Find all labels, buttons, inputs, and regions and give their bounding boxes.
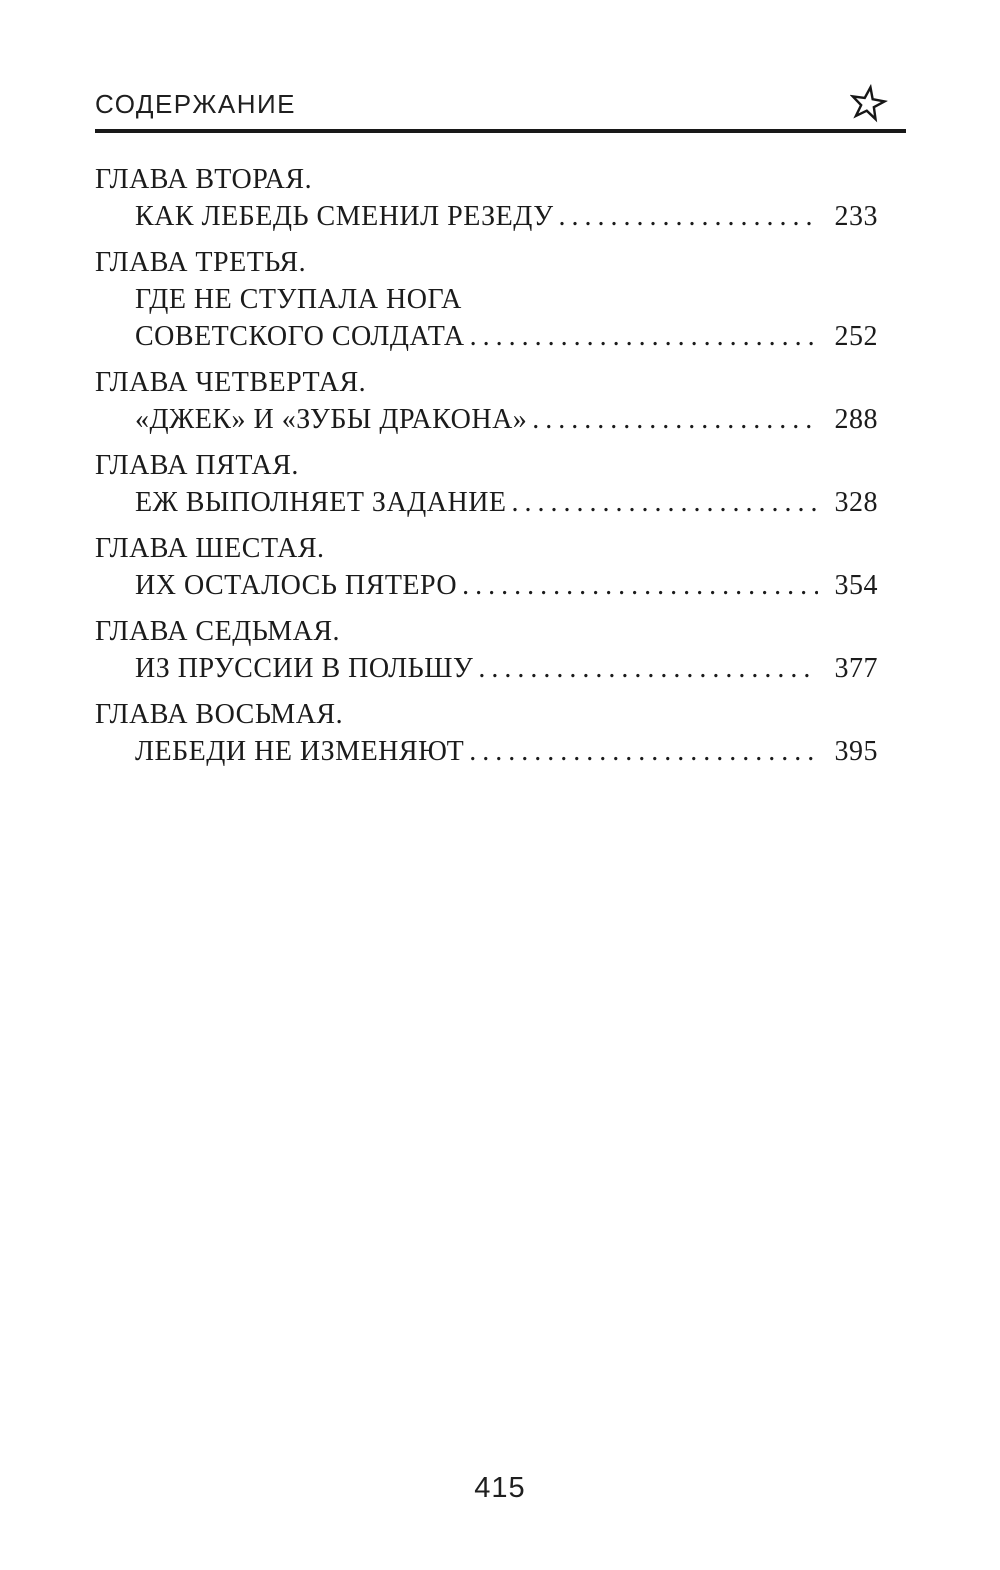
- chapter-title-line: [95, 319, 878, 355]
- chapter-heading: ГЛАВА ШЕСТАЯ.: [95, 533, 325, 564]
- chapter-page-number: 328: [834, 487, 878, 518]
- chapter-page-number: 354: [834, 570, 878, 601]
- page-number: 415: [474, 1472, 526, 1504]
- chapter-title-line: [95, 485, 878, 521]
- toc-section: [95, 245, 878, 355]
- chapter-title-line: [95, 402, 878, 438]
- chapter-heading: ГЛАВА ВОСЬМАЯ.: [95, 699, 344, 730]
- chapter-page-number: 377: [834, 653, 878, 684]
- chapter-title-line: [95, 568, 878, 604]
- chapter-title-text: ИЗ ПРУССИИ В ПОЛЬШУ: [135, 653, 474, 684]
- toc-section: [95, 614, 878, 687]
- chapter-title-text: ЛЕБЕДИ НЕ ИЗМЕНЯЮТ: [135, 736, 465, 767]
- toc-section: [95, 365, 878, 438]
- chapter-page-number: 233: [834, 201, 878, 232]
- contents-heading: СОДЕРЖАНИЕ: [95, 89, 297, 119]
- toc-section: [95, 162, 878, 235]
- chapter-title-text: ГДЕ НЕ СТУПАЛА НОГА: [135, 284, 462, 315]
- chapter-title-text: ИХ ОСТАЛОСЬ ПЯТЕРО: [135, 570, 458, 601]
- page-header: [95, 88, 887, 122]
- dot-leader: [532, 402, 818, 438]
- chapter-heading: ГЛАВА СЕДЬМАЯ.: [95, 616, 341, 647]
- dot-leader: [462, 568, 818, 604]
- chapter-title-line: [95, 282, 878, 318]
- dot-leader: [559, 199, 818, 235]
- chapter-title-text: «ДЖЕК» И «ЗУБЫ ДРАКОНА»: [135, 404, 528, 435]
- toc: [95, 162, 878, 771]
- star-outline-icon: [846, 81, 889, 124]
- toc-section: [95, 531, 878, 604]
- dot-leader: [469, 734, 818, 770]
- chapter-heading: ГЛАВА ВТОРАЯ.: [95, 164, 313, 195]
- chapter-title-text: СОВЕТСКОГО СОЛДАТА: [135, 321, 465, 352]
- chapter-title-line: [95, 651, 878, 687]
- chapter-heading: ГЛАВА ТРЕТЬЯ.: [95, 247, 307, 278]
- chapter-page-number: 395: [834, 736, 878, 767]
- chapter-heading: ГЛАВА ПЯТАЯ.: [95, 450, 299, 481]
- chapter-title-line: [95, 734, 878, 770]
- chapter-title-line: [95, 199, 878, 235]
- chapter-heading: ГЛАВА ЧЕТВЕРТАЯ.: [95, 367, 367, 398]
- dot-leader: [470, 319, 818, 355]
- dot-leader: [512, 485, 818, 521]
- toc-section: [95, 697, 878, 770]
- header-rule: [95, 129, 906, 133]
- chapter-page-number: 288: [834, 404, 878, 435]
- chapter-title-text: ЕЖ ВЫПОЛНЯЕТ ЗАДАНИЕ: [135, 487, 507, 518]
- chapter-title-text: КАК ЛЕБЕДЬ СМЕНИЛ РЕЗЕДУ: [135, 201, 554, 232]
- toc-section: [95, 448, 878, 521]
- dot-leader: [478, 651, 818, 687]
- chapter-page-number: 252: [834, 321, 878, 352]
